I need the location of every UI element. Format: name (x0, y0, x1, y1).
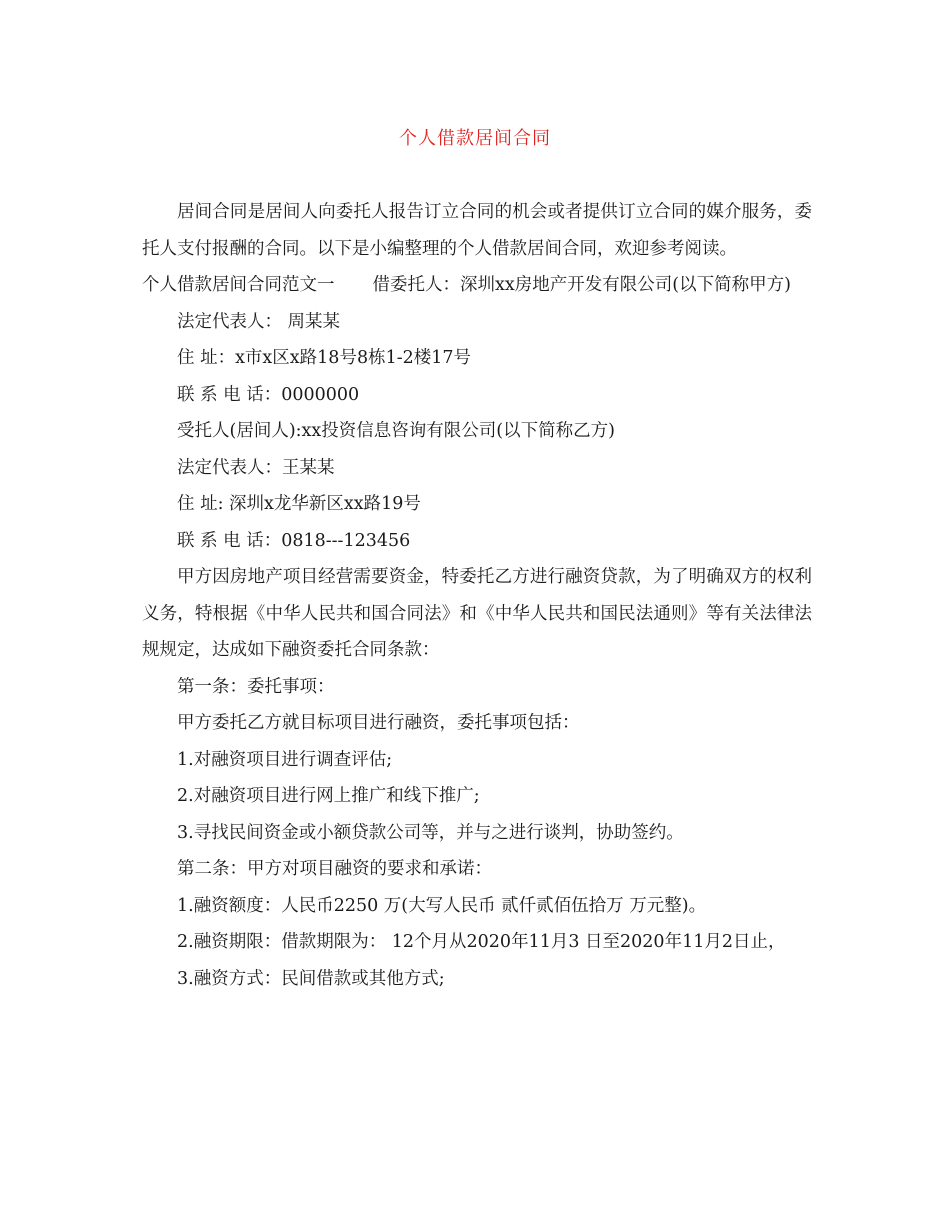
article1-intro: 甲方委托乙方就目标项目进行融资，委托事项包括： (177, 713, 580, 733)
intro-paragraph: 居间合同是居间人向委托人报告订立合同的机会或者提供订立合同的媒介服务，委托人支付报酬的合同。以下是小编整理的个人借款居间合同，欢迎参考阅读。 (142, 202, 812, 259)
sample-heading-line (142, 267, 812, 304)
document-body (142, 194, 812, 997)
document-title: 个人借款居间合同 (399, 128, 551, 149)
party-a-address: 住 址：x市x区x路18号8栋1-2楼17号 (177, 348, 472, 368)
article2-item2: 2.融资期限：借款期限为： 12个月从2020年11月3 日至2020年11月2日止， (177, 932, 786, 952)
article1-item1: 1.对融资项目进行调查评估; (177, 749, 393, 770)
preamble-paragraph: 甲方因房地产项目经营需要资金，特委托乙方进行融资贷款，为了明确双方的权利义务，特根据《中华人民共和国合同法》和《中华人民共和国民法通则》等有关法律法规规定，达成如下融资委托合同条款： (142, 567, 812, 660)
article1-item2: 2.对融资项目进行网上推广和线下推广; (177, 786, 480, 806)
party-b-phone: 联 系 电 话：0818---123456 (177, 530, 411, 551)
sample-heading: 个人借款居间合同范文一 (142, 275, 335, 295)
article2-item1: 1.融资额度：人民币2250 万(大写人民币 贰仟贰佰伍拾万 万元整)。 (177, 895, 707, 916)
party-a-rep: 法定代表人： 周某某 (177, 311, 341, 332)
article2-title: 第二条：甲方对项目融资的要求和承诺： (177, 859, 492, 879)
article1-title: 第一条：委托事项： (177, 676, 335, 697)
party-a-line: 借委托人：深圳xx房地产开发有限公司(以下简称甲方) (372, 275, 791, 295)
party-b-line: 受托人(居间人):xx投资信息咨询有限公司(以下简称乙方) (177, 421, 615, 441)
party-b-address: 住 址: 深圳x龙华新区xx路19号 (177, 494, 421, 514)
article1-item3: 3.寻找民间资金或小额贷款公司等，并与之进行谈判，协助签约。 (177, 822, 684, 843)
party-a-phone: 联 系 电 话：0000000 (177, 384, 360, 405)
article2-item3: 3.融资方式：民间借款或其他方式; (177, 968, 445, 989)
party-b-rep: 法定代表人：王某某 (177, 457, 335, 478)
